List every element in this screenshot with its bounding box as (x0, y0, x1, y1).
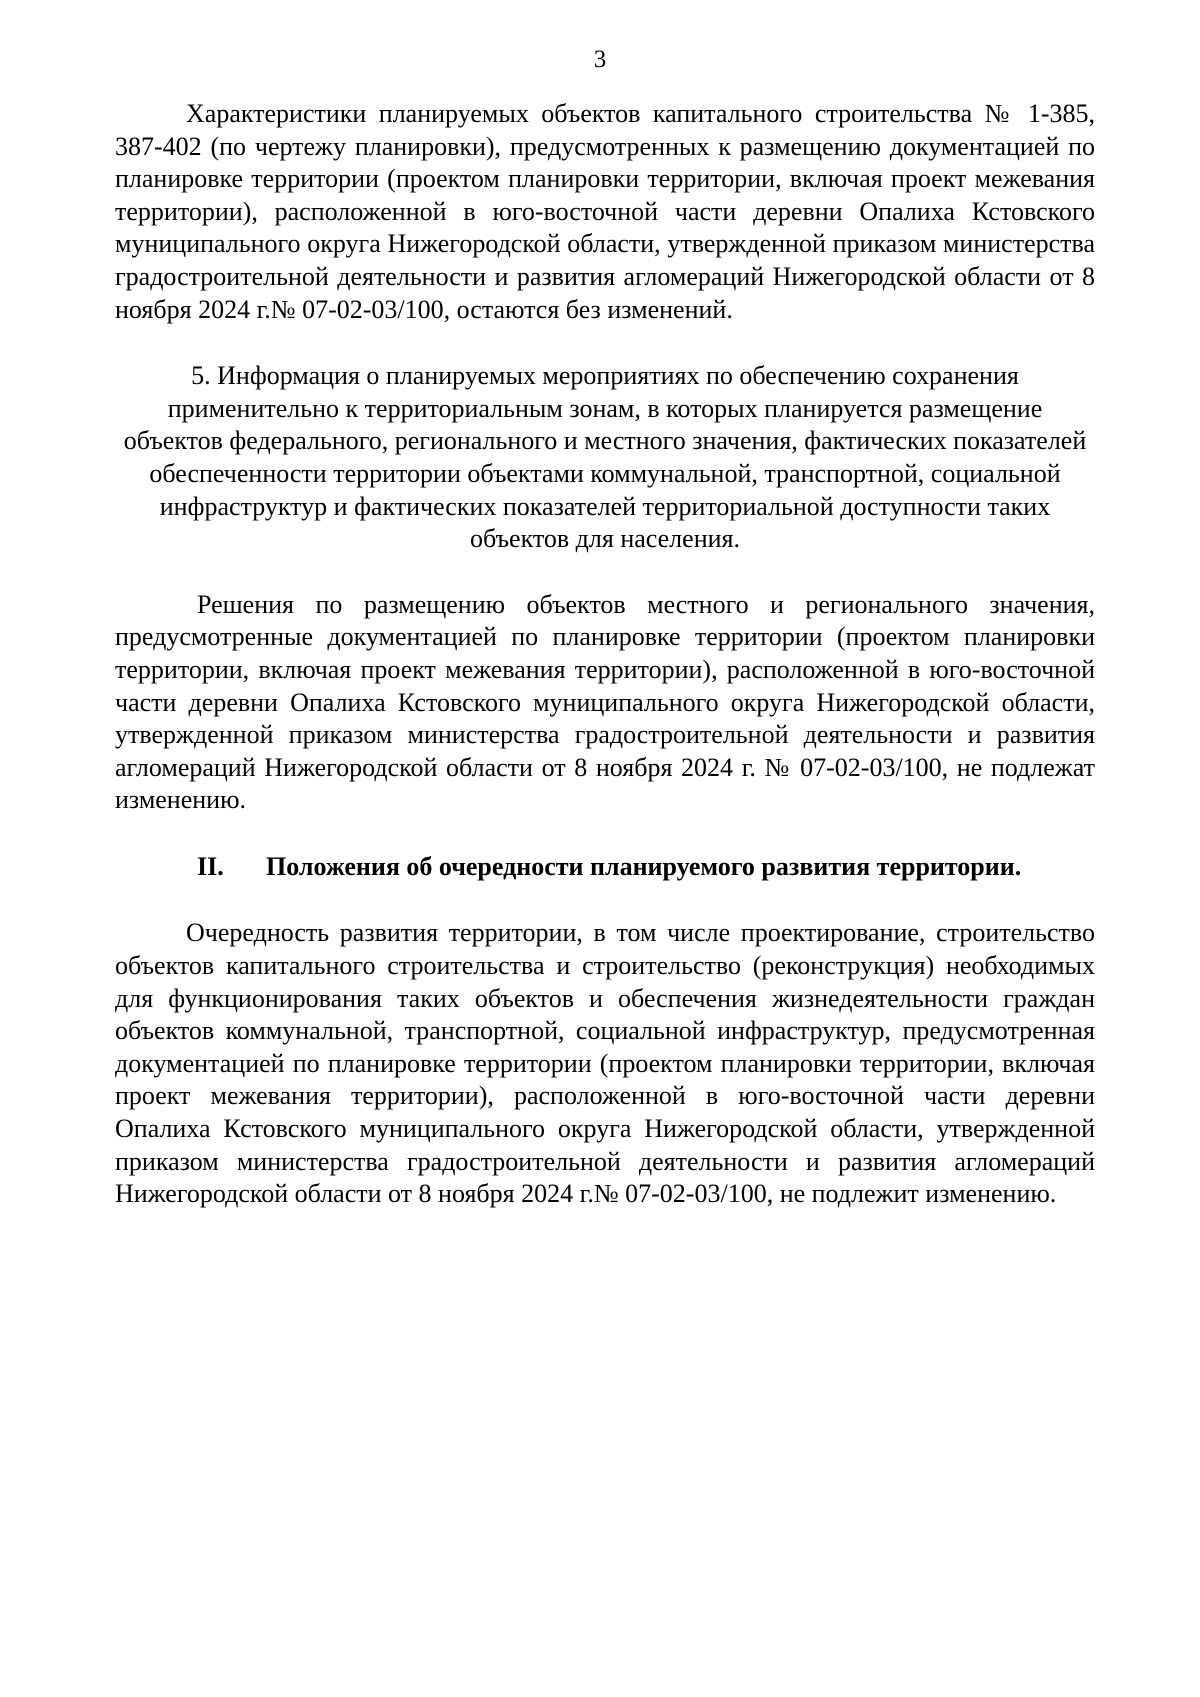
page-number: 3 (593, 46, 607, 73)
document-body (115, 98, 1095, 1211)
section-5-title: 5. Информация о планируемых мероприятиях по обеспечению сохранения применительно к территориальным зонам, в которых планируется размещение объектов федерального, регионального и местного значения, фактических показателей обеспеченности территории объектами коммунальной, транспортной, социальной инфраструктур и фактических показателей территориальной доступности таких объектов для населения. (123, 361, 1087, 554)
paragraph-development-order: Очередность развития территории, в том числе проектирование, строительство объектов капитального строительства и строительство (реконструкция) необходимых для функционирования таких объектов и обеспечения жизнедеятельности граждан объектов коммунальной, транспортной, социальной инфраструктур, предусмотренная документацией по планировке территории (проектом планировки территории, включая проект межевания территории), расположенной в юго-восточной части деревни Опалиха Кстовского муниципального округа Нижегородской области, утвержденной приказом министерства градостроительной деятельности и развития агломераций Нижегородской области от 8 ноября 2024 г.№ 07-02-03/100, не подлежит изменению. (115, 918, 1095, 1209)
section-2-title: Положения об очередности планируемого развития территории. (266, 851, 1022, 881)
paragraph-characteristics: Характеристики планируемых объектов капитального строительства № 1-385, 387-402 (по чертежу планировки), предусмотренных к размещению документацией по планировке территории (проектом планировки территории, включая проект межевания территории), расположенной в юго-восточной части деревни Опалиха Кстовского муниципального округа Нижегородской области, утвержденной приказом министерства градостроительной деятельности и развития агломераций Нижегородской области от 8 ноября 2024 г.№ 07-02-03/100, остаются без изменений. (115, 99, 1095, 324)
section-2-number: II. (197, 851, 224, 881)
section-2-heading (115, 851, 1095, 884)
paragraph-placement-decisions: Решения по размещению объектов местного и регионального значения, предусмотренные документацией по планировке территории (проектом планировки территории, включая проект межевания территории), расположенной в юго-восточной части деревни Опалиха Кстовского муниципального округа Нижегородской области, утвержденной приказом министерства градостроительной деятельности и развития агломераций Нижегородской области от 8 ноября 2024 г. № 07-02-03/100, не подлежат изменению. (115, 589, 1095, 815)
